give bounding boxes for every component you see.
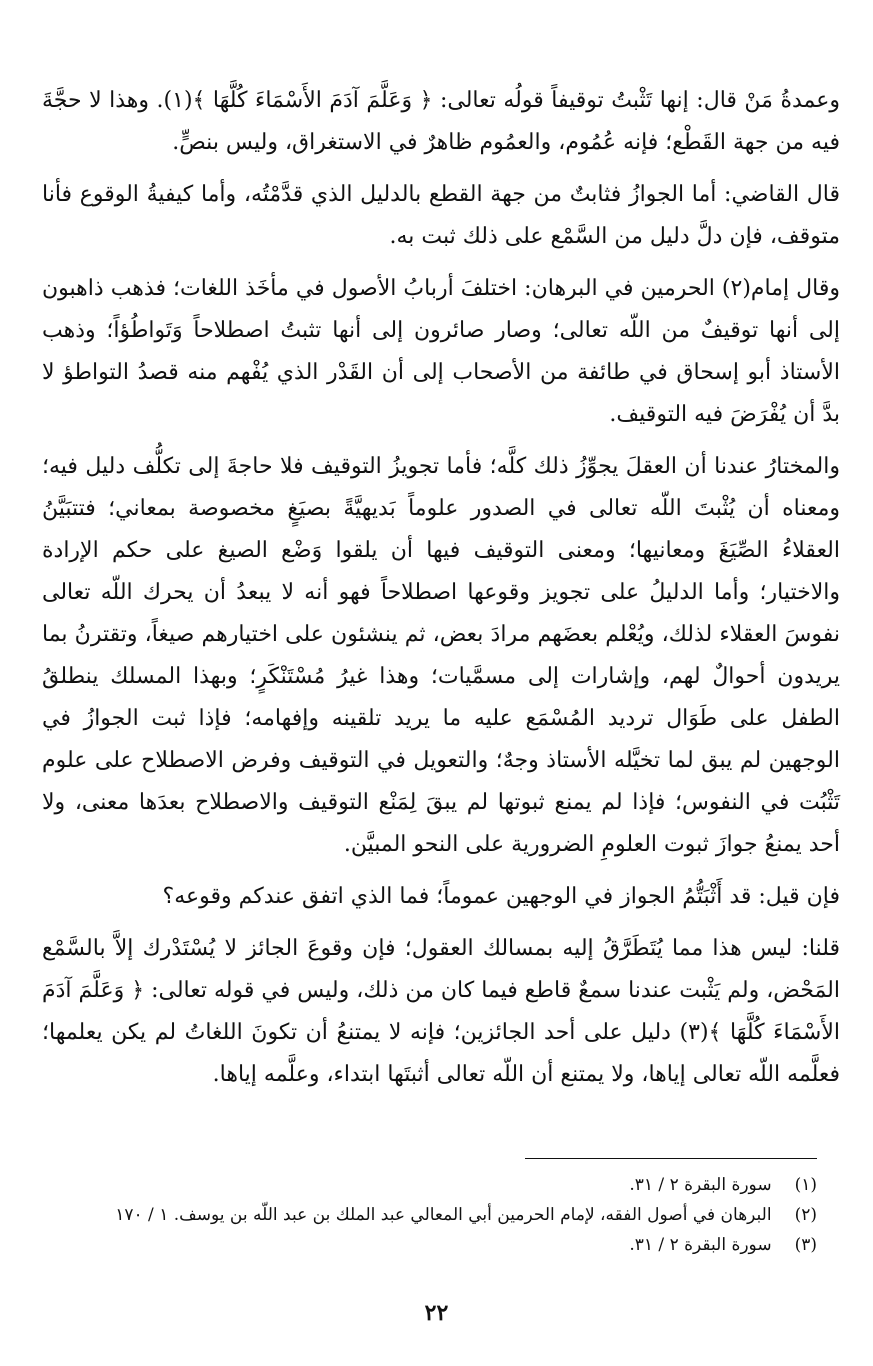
footnote-text: البرهان في أصول الفقه، لإمام الحرمين أبي المعالي عبد الملك بن عبد اللّه بن يوسف. ١ / ١٧٠ [115,1205,772,1225]
footnote-number: (٣) [794,1235,817,1255]
paragraph-5: فإن قيل: قد أَثْبَتُّمُ الجواز في الوجهين عموماً؛ فما الذي اتفق عندكم وقوعه؟ [162,884,840,909]
paragraph-2: قال القاضي: أما الجوازُ فثابتٌ من جهة القطع بالدليل الذي قدَّمْتُه، وأما كيفيةُ الوقوع فأنا متوقف، فإن دلَّ دليل من السَّمْع على ذلك ثبت به. [42,182,840,249]
footnote-2 [57,1200,817,1230]
footnote-number: (١) [794,1175,817,1195]
footnote-text: سورة البقرة ٢ / ٣١. [629,1175,772,1195]
footnote-1 [57,1170,817,1200]
page-body [42,80,840,1106]
paragraph-3: وقال إمام(٢) الحرمين في البرهان: اختلفَ أربابُ الأصول في مأخَذ اللغات؛ فذهب ذاهبون إلى أنها توقيفٌ من اللّه تعالى؛ وصار صائرون إلى أنها تثبتُ اصطلاحاً وَتَواطُؤاً؛ وذهب الأستاذ أبو إسحاق في طائفة من الأصحاب إلى أن القَدْر الذي يُفْهم منه قصدُ التواطؤ لا بدَّ أن يُفْرَضَ فيه التوقيف. [42,276,840,427]
footnote-text: سورة البقرة ٢ / ٣١. [629,1235,772,1255]
footnote-divider [525,1158,817,1159]
footnotes [57,1170,817,1260]
paragraph-4: والمختارُ عندنا أن العقلَ يجوِّزُ ذلك كلَّه؛ فأما تجويزُ التوقيف فلا حاجةَ إلى تكلُّف دليل فيه؛ ومعناه أن يُثْبتَ اللّه تعالى في الصدور علوماً بَديهيَّةً بصيَغٍ مخصوصة بمعاني؛ فتتبَيَّنُ العقلاءُ الصِّيَغَ ومعانيها؛ ومعنى التوقيف فيها أن يلقوا وَضْع الصيغ على حكم الإرادة والاختيار؛ وأما الدليلُ على تجويز وقوعها اصطلاحاً فهو أنه لا يبعدُ أن يحرك اللّه تعالى نفوسَ العقلاء لذلك، ويُعْلم بعضَهم مرادَ بعض، ثم ينشئون على اختيارهم صيغاً، وتقترنُ بما يريدون أحوالٌ لهم، وإشارات إلى مسمَّيات؛ وهذا غيرُ مُسْتَنْكَرٍ؛ وبهذا المسلك ينطلقُ الطفل على طَوَال ترديد المُسْمَع عليه ما يريد تلقينه وإفهامه؛ فإذا ثبت الجوازُ في الوجهين لم يبق لما تخيَّله الأستاذ وجهٌ؛ والتعويل في التوقيف وفرض الاصطلاح على علوم تَثْبُت في النفوس؛ فإذا لم يمنع ثبوتها لم يبقَ لِمَنْع التوقيف والاصطلاح بعدَها معنى، ولا أحد يمنعُ جوازَ ثبوت العلومِ الضرورية على النحو المبيَّن. [42,454,840,857]
footnote-number: (٢) [794,1205,817,1225]
paragraph-1: وعمدةُ مَنْ قال: إنها تَثْبتُ توقيفاً قولُه تعالى: ﴿ وَعَلَّمَ آدَمَ الأَسْمَاءَ كُلَّهَا ﴾(١). وهذا لا حجَّةَ فيه من جهة القَطْع؛ فإنه عُمُوم، والعمُوم ظاهرٌ في الاستغراق، وليس بنصٍّ. [42,88,840,155]
paragraph-6: قلنا: ليس هذا مما يُتَطَرَّقُ إليه بمسالك العقول؛ فإن وقوعَ الجائز لا يُسْتَدْرك إلاَّ بالسَّمْع المَحْض، ولم يَثْبت عندنا سمعٌ قاطع فيما كان من ذلك، وليس في قوله تعالى: ﴿ وَعَلَّمَ آدَمَ الأَسْمَاءَ كُلَّهَا ﴾(٣) دليل على أحد الجائزين؛ فإنه لا يمتنعُ أن تكونَ اللغاتُ لم يكن يعلمها؛ فعلَّمه اللّه تعالى إياها، ولا يمتنع أن اللّه تعالى أثبتَها ابتداء، وعلَّمه إياها. [42,936,841,1087]
footnote-3 [57,1230,817,1260]
page-number: ٢٢ [424,1300,449,1326]
